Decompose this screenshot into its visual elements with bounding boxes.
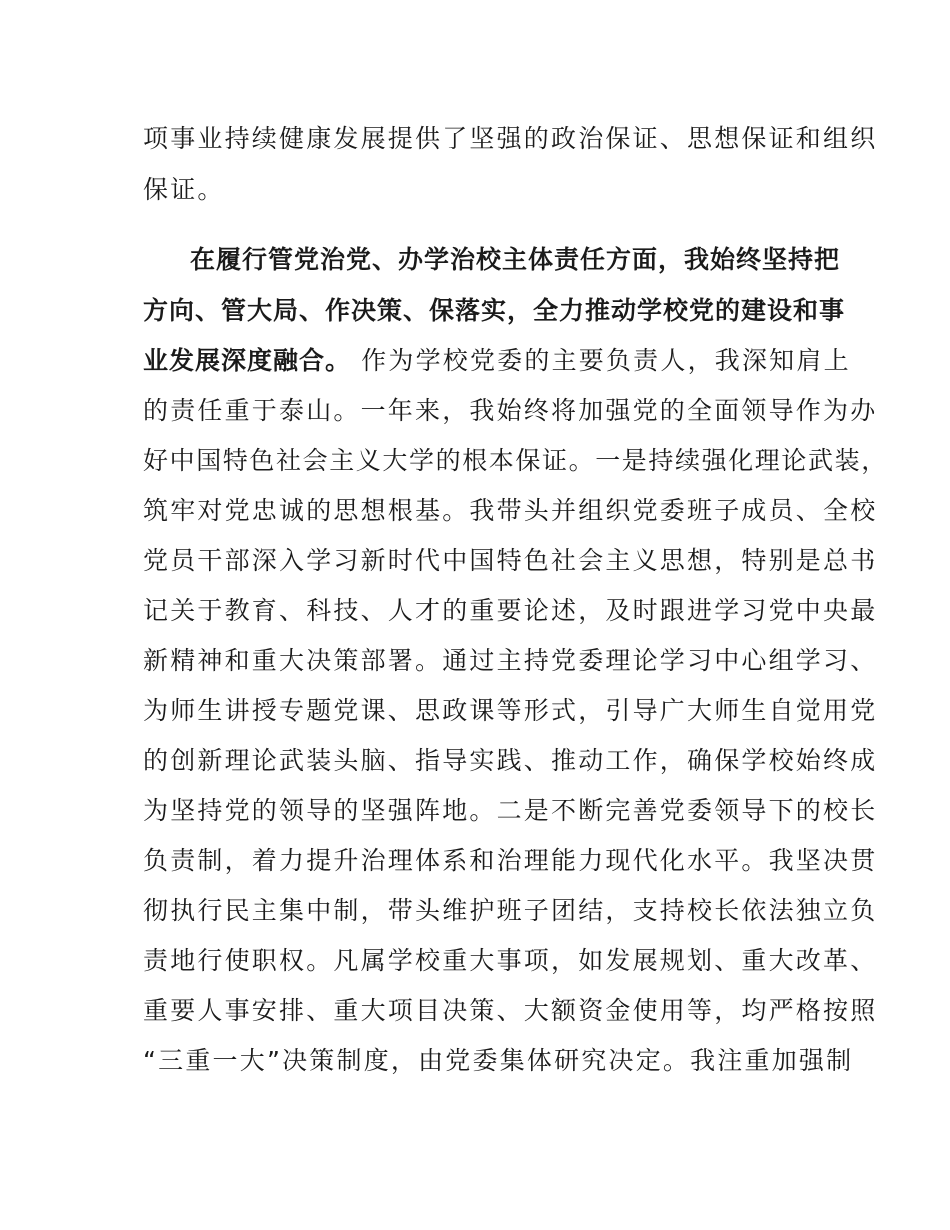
- text-line: 负责制，着力提升治理体系和治理能力现代化水平。我坚决贯: [143, 846, 878, 875]
- text-line: “三重一大”决策制度，由党委集体研究决定。我注重加强制: [143, 1046, 854, 1075]
- text-line: 为坚持党的领导的坚强阵地。二是不断完善党委领导下的校长: [143, 796, 878, 825]
- text-line: 彻执行民主集中制，带头维护班子团结，支持校长依法独立负: [143, 896, 878, 925]
- text-line: 责地行使职权。凡属学校重大事项，如发展规划、重大改革、: [143, 946, 878, 975]
- text-line: 重要人事安排、重大项目决策、大额资金使用等，均严格按照: [143, 996, 878, 1025]
- bold-heading-line: 方向、管大局、作决策、保落实，全力推动学校党的建设和事: [143, 296, 846, 325]
- bold-heading-line: 在履行管党治党、办学治校主体责任方面，我始终坚持把: [190, 245, 841, 274]
- mixed-line: [143, 341, 851, 381]
- text-line: 保证。: [143, 175, 225, 204]
- text-line: 记关于教育、科技、人才的重要论述，及时跟进学习党中央最: [143, 596, 878, 625]
- text-fragment: 作为学校党委的主要负责人，我深知肩上: [351, 346, 851, 375]
- bold-heading-fragment: 业发展深度融合。: [143, 346, 352, 375]
- text-line: 为师生讲授专题党课、思政课等形式，引导广大师生自觉用党: [143, 696, 878, 725]
- text-line: 党员干部深入学习新时代中国特色社会主义思想，特别是总书: [143, 546, 878, 575]
- text-line: 的责任重于泰山。一年来，我始终将加强党的全面领导作为办: [143, 396, 878, 425]
- text-line: 新精神和重大决策部署。通过主持党委理论学习中心组学习、: [143, 646, 878, 675]
- text-line: 筑牢对党忠诚的思想根基。我带头并组织党委班子成员、全校: [143, 496, 878, 525]
- text-line: 好中国特色社会主义大学的根本保证。一是持续强化理论武装，: [143, 446, 888, 475]
- text-line: 的创新理论武装头脑、指导实践、推动工作，确保学校始终成: [143, 746, 878, 775]
- text-line: 项事业持续健康发展提供了坚强的政治保证、思想保证和组织: [143, 124, 878, 153]
